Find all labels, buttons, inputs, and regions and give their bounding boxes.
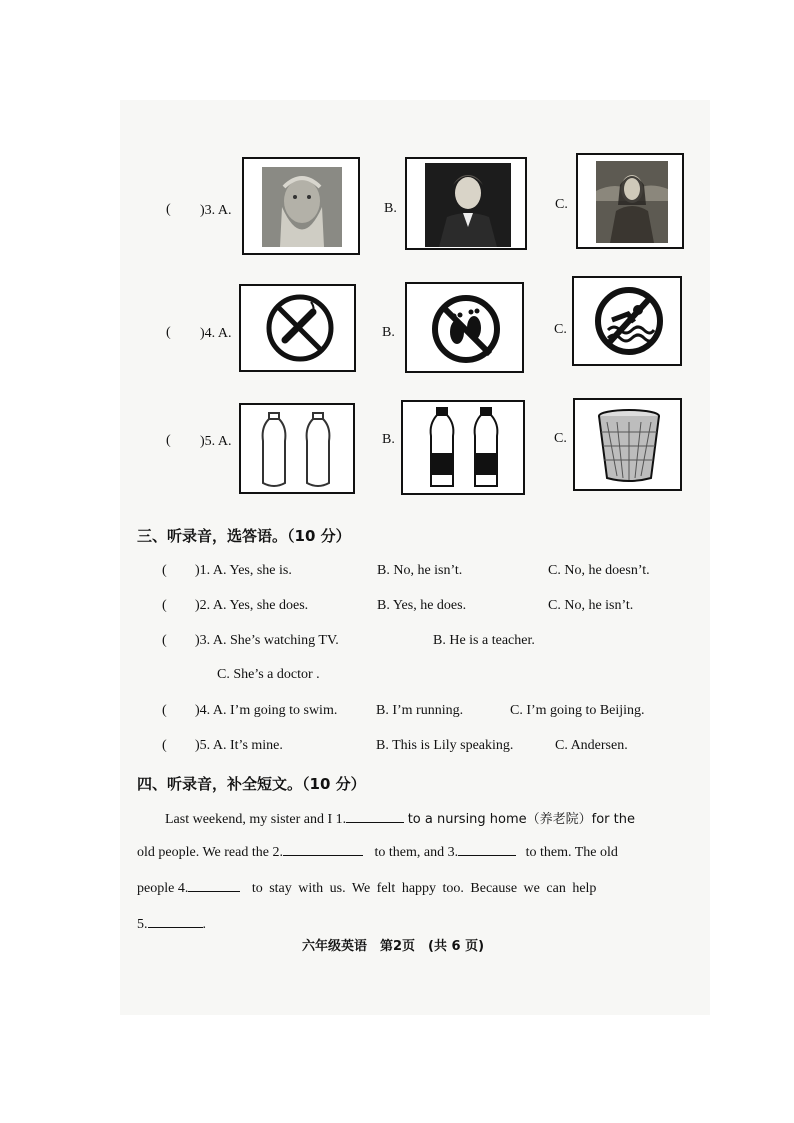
passage-line-3 [137, 879, 596, 897]
s3-q2-option-c: C. No, he isn’t. [548, 598, 634, 613]
blank-2-input[interactable] [283, 843, 363, 856]
s3-q5-answer-paren[interactable]: ( [162, 738, 167, 753]
passage-text: to stay with us. We felt happy too. Because we can help [251, 881, 597, 896]
s3-q3-option-b: B. He is a teacher. [433, 633, 535, 648]
q4-label: )4. A. [200, 326, 232, 341]
page-footer: 六年级英语 第2页 (共 6 页) [302, 939, 485, 954]
q5-answer-paren[interactable]: ( [166, 433, 171, 448]
s3-q5-option-a: )5. A. It’s mine. [195, 738, 283, 753]
s3-q4-option-b: B. I’m running. [376, 703, 464, 718]
bearded-man-portrait-icon [262, 167, 342, 247]
full-water-bottles-icon [427, 406, 503, 490]
q3-label: )3. A. [200, 203, 232, 218]
passage-text: to a nursing home（养老院）for the [407, 812, 635, 827]
q3-option-a-frame [242, 157, 360, 255]
mona-lisa-portrait-icon [596, 161, 668, 243]
passage-text: people 4. [137, 881, 189, 896]
q3-option-c-label: C. [555, 197, 568, 212]
q4-option-a-frame [239, 284, 356, 372]
blank-1-input[interactable] [346, 810, 404, 823]
passage-text: to them. The old [525, 845, 618, 860]
s3-q2-answer-paren[interactable]: ( [162, 598, 167, 613]
blank-3-input[interactable] [458, 843, 516, 856]
q5-option-c-label: C. [554, 431, 567, 446]
passage-text: Last weekend, my sister and I 1. [165, 812, 347, 827]
passage-text: . [202, 917, 206, 932]
man-in-suit-portrait-icon [425, 163, 511, 247]
blank-4-input[interactable] [188, 879, 240, 892]
q4-option-c-frame [572, 276, 682, 366]
passage-text: to them, and 3. [374, 845, 459, 860]
waste-basket-icon [595, 408, 663, 484]
q4-answer-paren[interactable]: ( [166, 325, 171, 340]
q3-option-c-frame [576, 153, 684, 249]
s3-q2-option-b: B. Yes, he does. [377, 598, 467, 613]
q4-option-b-label: B. [382, 325, 395, 340]
empty-bottles-icon [257, 411, 341, 489]
passage-line-1 [165, 808, 635, 828]
s3-q3-option-c: C. She’s a doctor . [217, 667, 320, 682]
passage-text: old people. We read the 2. [137, 845, 283, 860]
passage-line-4 [137, 915, 206, 933]
s3-q3-option-a: )3. A. She’s watching TV. [195, 633, 339, 648]
s3-q4-option-c: C. I’m going to Beijing. [510, 703, 645, 718]
q5-label: )5. A. [200, 434, 232, 449]
q5-option-b-label: B. [382, 432, 395, 447]
s3-q1-option-b: B. No, he isn’t. [377, 563, 463, 578]
q3-option-b-frame [405, 157, 527, 250]
q5-option-b-frame [401, 400, 525, 495]
section-4-heading: 四、听录音，补全短文。（10 分） [137, 775, 366, 793]
no-walking-on-grass-sign-icon [430, 292, 502, 366]
s3-q5-option-b: B. This is Lily speaking. [376, 738, 514, 753]
q5-option-c-frame [573, 398, 682, 491]
no-swimming-sign-icon [594, 284, 664, 358]
s3-q5-option-c: C. Andersen. [555, 738, 628, 753]
s3-q1-option-c: C. No, he doesn’t. [548, 563, 650, 578]
q3-answer-paren[interactable]: ( [166, 202, 171, 217]
passage-line-2 [137, 843, 618, 861]
section-3-heading: 三、听录音，选答语。（10 分） [137, 527, 351, 545]
q5-option-a-frame [239, 403, 355, 494]
s3-q4-option-a: )4. A. I’m going to swim. [195, 703, 338, 718]
s3-q4-answer-paren[interactable]: ( [162, 703, 167, 718]
s3-q1-option-a: )1. A. Yes, she is. [195, 563, 292, 578]
no-smoking-sign-icon [265, 292, 335, 364]
blank-5-input[interactable] [148, 915, 203, 928]
q4-option-b-frame [405, 282, 524, 373]
s3-q1-answer-paren[interactable]: ( [162, 563, 167, 578]
q4-option-c-label: C. [554, 322, 567, 337]
q3-option-b-label: B. [384, 201, 397, 216]
passage-text: 5. [137, 917, 148, 932]
s3-q2-option-a: )2. A. Yes, she does. [195, 598, 309, 613]
s3-q3-answer-paren[interactable]: ( [162, 633, 167, 648]
